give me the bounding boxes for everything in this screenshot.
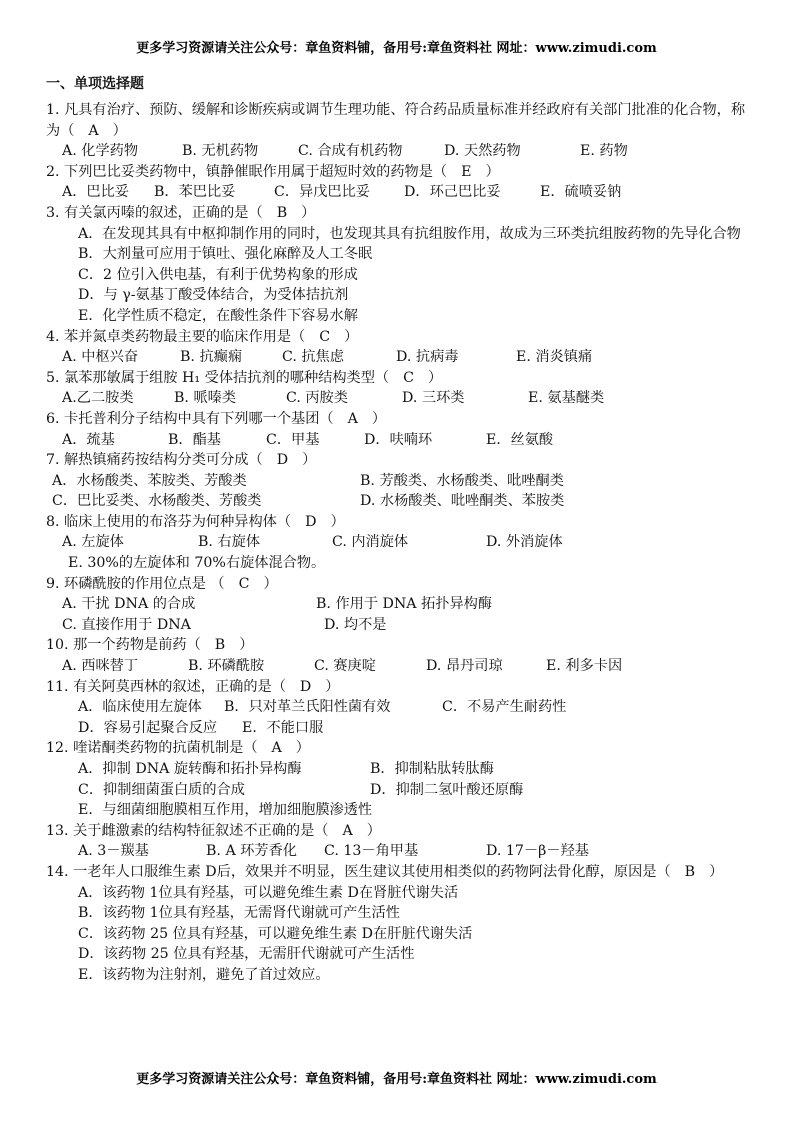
option-d: D．该药物 25 位具有羟基，无需肝代谢就可产生活性 [78,946,415,963]
option-b: B. 芳酸类、水杨酸类、吡唑酮类 [360,472,564,489]
options-row [46,182,751,203]
option-c: C. 抗焦虑 [282,349,344,366]
document-body [46,74,751,986]
question-8 [46,512,751,574]
option-d: D. 水杨酸类、吡唑酮类、苯胺类 [360,493,565,510]
question-5 [46,368,751,409]
options-row [46,841,751,862]
option-a: A．在发现其具有中枢抑制作用的同时，也发现其具有抗组胺作用，故成为三环类抗组胺药物的先导化合物 [78,225,741,242]
question-stem: 13. 关于雌激素的结构特征叙述不正确的是（ A ） [46,821,751,842]
option-a: A．巴比妥 [62,184,129,201]
question-11 [46,677,751,739]
question-1 [46,100,751,162]
option-e: E．丝氨酸 [486,431,554,448]
options-row [46,594,751,615]
answer: D [276,452,289,469]
options-row [46,430,751,451]
option-e: E．化学性质不稳定，在酸性条件下容易水解 [78,307,358,324]
footer-banner: 更多学习资源请关注公众号：章鱼资料铺，备用号:章鱼资料社 网址：www.zimudi.com [136,1072,657,1087]
question-3 [46,203,751,327]
option-c: C．巴比妥类、水杨酸类、芳酸类 [52,493,262,510]
option-b: B．酯基 [168,431,221,448]
answer: B [684,863,696,880]
option-b: B. 作用于 DNA 拓扑异构酶 [316,596,493,613]
option-a: A．临床使用左旋体 [78,699,202,716]
answer: B [214,637,226,654]
answer: D [299,678,312,695]
option-d: D. 昂丹司琼 [426,658,503,675]
question-2 [46,162,751,203]
option-b: B．苯巴比妥 [154,184,236,201]
question-14 [46,862,751,986]
option-e: E. 氨基醚类 [528,390,605,407]
question-stem: 7. 解热镇痛药按结构分类可分成（ D ） [46,450,751,471]
option-d: D. 均不是 [324,616,387,633]
option-e: E. 药物 [580,143,628,160]
question-7 [46,450,751,512]
option-c: C．不易产生耐药性 [442,699,567,716]
options-row [46,759,751,780]
option-a: A．巯基 [62,431,115,448]
option-c: C．甲基 [266,431,320,448]
option-d: D. 17－β－羟基 [486,843,589,860]
question-10 [46,635,751,676]
option-b: B. A 环芳香化 [206,843,297,860]
question-6 [46,409,751,450]
option-d: D．容易引起聚合反应 [78,719,218,736]
option-a: A. 化学药物 [62,143,139,160]
option-a: A．该药物 1位具有羟基，可以避免维生素 D在肾脏代谢失活 [78,884,459,901]
section-title: 一、单项选择题 [46,76,144,92]
option-d: D. 外消旋体 [486,534,563,551]
option-e: E. 利多卡因 [546,658,623,675]
answer: A [88,122,99,139]
option-a: A. 干扰 DNA 的合成 [62,596,196,613]
option-e: E. 消炎镇痛 [516,349,593,366]
answer: C [319,328,331,345]
option-d: D．与 γ-氨基丁酸受体结合，为受体拮抗剂 [78,287,349,304]
option-d: D．呋喃环 [364,431,433,448]
options-row [46,697,751,718]
option-c: C．抑制细菌蛋白质的合成 [78,781,245,798]
options-row [46,388,751,409]
option-d: D. 三环类 [402,390,465,407]
answer: A [342,822,353,839]
question-stem: 14. 一老年人口服维生素 D后，效果并不明显，医生建议其使用相类似的药物阿法骨化醇，原因是（ B ） [46,862,751,883]
options-row [46,491,751,512]
question-stem: 2. 下列巴比妥类药物中，镇静催眠作用属于超短时效的药物是（ E ） [46,162,751,183]
option-a: A．水杨酸类、苯胺类、芳酸类 [52,472,247,489]
question-12 [46,738,751,820]
option-c: C. 直接作用于 DNA [62,616,191,633]
options-row [46,471,751,492]
option-c: C．该药物 25 位具有羟基，可以避免维生素 D在肝脏代谢失活 [78,925,473,942]
option-b: B. 右旋体 [198,534,261,551]
question-stem: 10. 那一个药物是前药（ B ） [46,635,751,656]
option-d: D. 抗病毒 [396,349,459,366]
option-b: B. 无机药物 [182,143,259,160]
option-c: C. 13－角甲基 [324,843,419,860]
question-stem: 12. 喹诺酮类药物的抗菌机制是（ A ） [46,738,751,759]
option-a: A. 3－羰基 [78,843,149,860]
question-stem: 9. 环磷酰胺的作用位点是 （ C ） [46,574,751,595]
question-stem: 3. 有关氯丙嗪的叙述，正确的是（ B ） [46,203,751,224]
option-a: A．抑制 DNA 旋转酶和拓扑异构酶 [78,761,302,777]
option-e: E．与细菌细胞膜相互作用，增加细胞膜渗透性 [78,802,373,819]
options-row [46,347,751,368]
question-stem: 11. 有关阿莫西林的叙述，正确的是（ D ） [46,677,751,698]
answer: D [305,513,317,530]
answer: C [238,575,250,592]
question-stem: 6. 卡托普利分子结构中具有下列哪一个基团（ A ） [46,409,751,430]
question-9 [46,574,751,636]
question-stem: 8. 临床上使用的布洛芬为何种异构体（ D ） [46,512,751,533]
options-row [46,718,751,739]
answer: C [403,369,414,386]
answer: A [271,740,282,757]
options-row [46,656,751,677]
option-a: A.乙二胺类 [62,390,134,407]
question-4 [46,327,751,368]
option-c: C. 丙胺类 [286,390,348,407]
option-c: C．2 位引入供电基，有利于优势构象的形成 [78,266,358,283]
option-d: D. 天然药物 [444,143,521,160]
options-row [46,532,751,553]
option-e: E. 30%的左旋体和 70%右旋体混合物。 [68,555,326,572]
option-d: D．环己巴比妥 [404,184,501,201]
option-c: C. 内消旋体 [332,534,409,551]
option-c: C．异戊巴比妥 [274,184,370,201]
option-b: B. 哌嗪类 [174,390,237,407]
options-row [46,780,751,801]
answer: E [461,163,472,180]
option-d: D．抑制二氢叶酸还原酶 [370,781,524,798]
options-row [46,141,751,162]
option-b: B．只对革兰氏阳性菌有效 [224,699,391,716]
options-row [46,615,751,636]
option-c: C. 赛庚啶 [314,658,376,675]
option-e: E．不能口服 [242,719,324,736]
question-stem: 5. 氯苯那敏属于组胺 H₁ 受体拮抗剂的哪种结构类型（ C ） [46,368,751,389]
option-b: B．该药物 1位具有羟基，无需肾代谢就可产生活性 [78,905,400,922]
option-b: B. 环磷酰胺 [188,658,265,675]
option-b: B. 抗癫痫 [180,349,243,366]
option-e: E．硫喷妥钠 [540,184,622,201]
question-stem: 1. 凡具有治疗、预防、缓解和诊断疾病或调节生理功能、符合药品质量标准并经政府有关部门批准的化合物，称为（ A ） [46,100,751,141]
option-a: A. 中枢兴奋 [62,349,139,366]
answer: B [276,204,288,221]
option-a: A. 左旋体 [62,534,124,551]
header-banner: 更多学习资源请关注公众号：章鱼资料铺，备用号:章鱼资料社 网址：www.zimudi.com [136,41,657,56]
option-a: A. 西咪替丁 [62,658,139,675]
answer: A [347,410,358,427]
option-e: E．该药物为注射剂，避免了首过效应。 [78,966,330,983]
question-13 [46,821,751,862]
question-stem: 4. 苯并氮卓类药物最主要的临床作用是（ C ） [46,327,751,348]
option-b: B．抑制粘肽转肽酶 [370,761,494,777]
option-b: B．大剂量可应用于镇吐、强化麻醉及人工冬眠 [78,246,373,263]
option-c: C. 合成有机药物 [298,143,403,160]
